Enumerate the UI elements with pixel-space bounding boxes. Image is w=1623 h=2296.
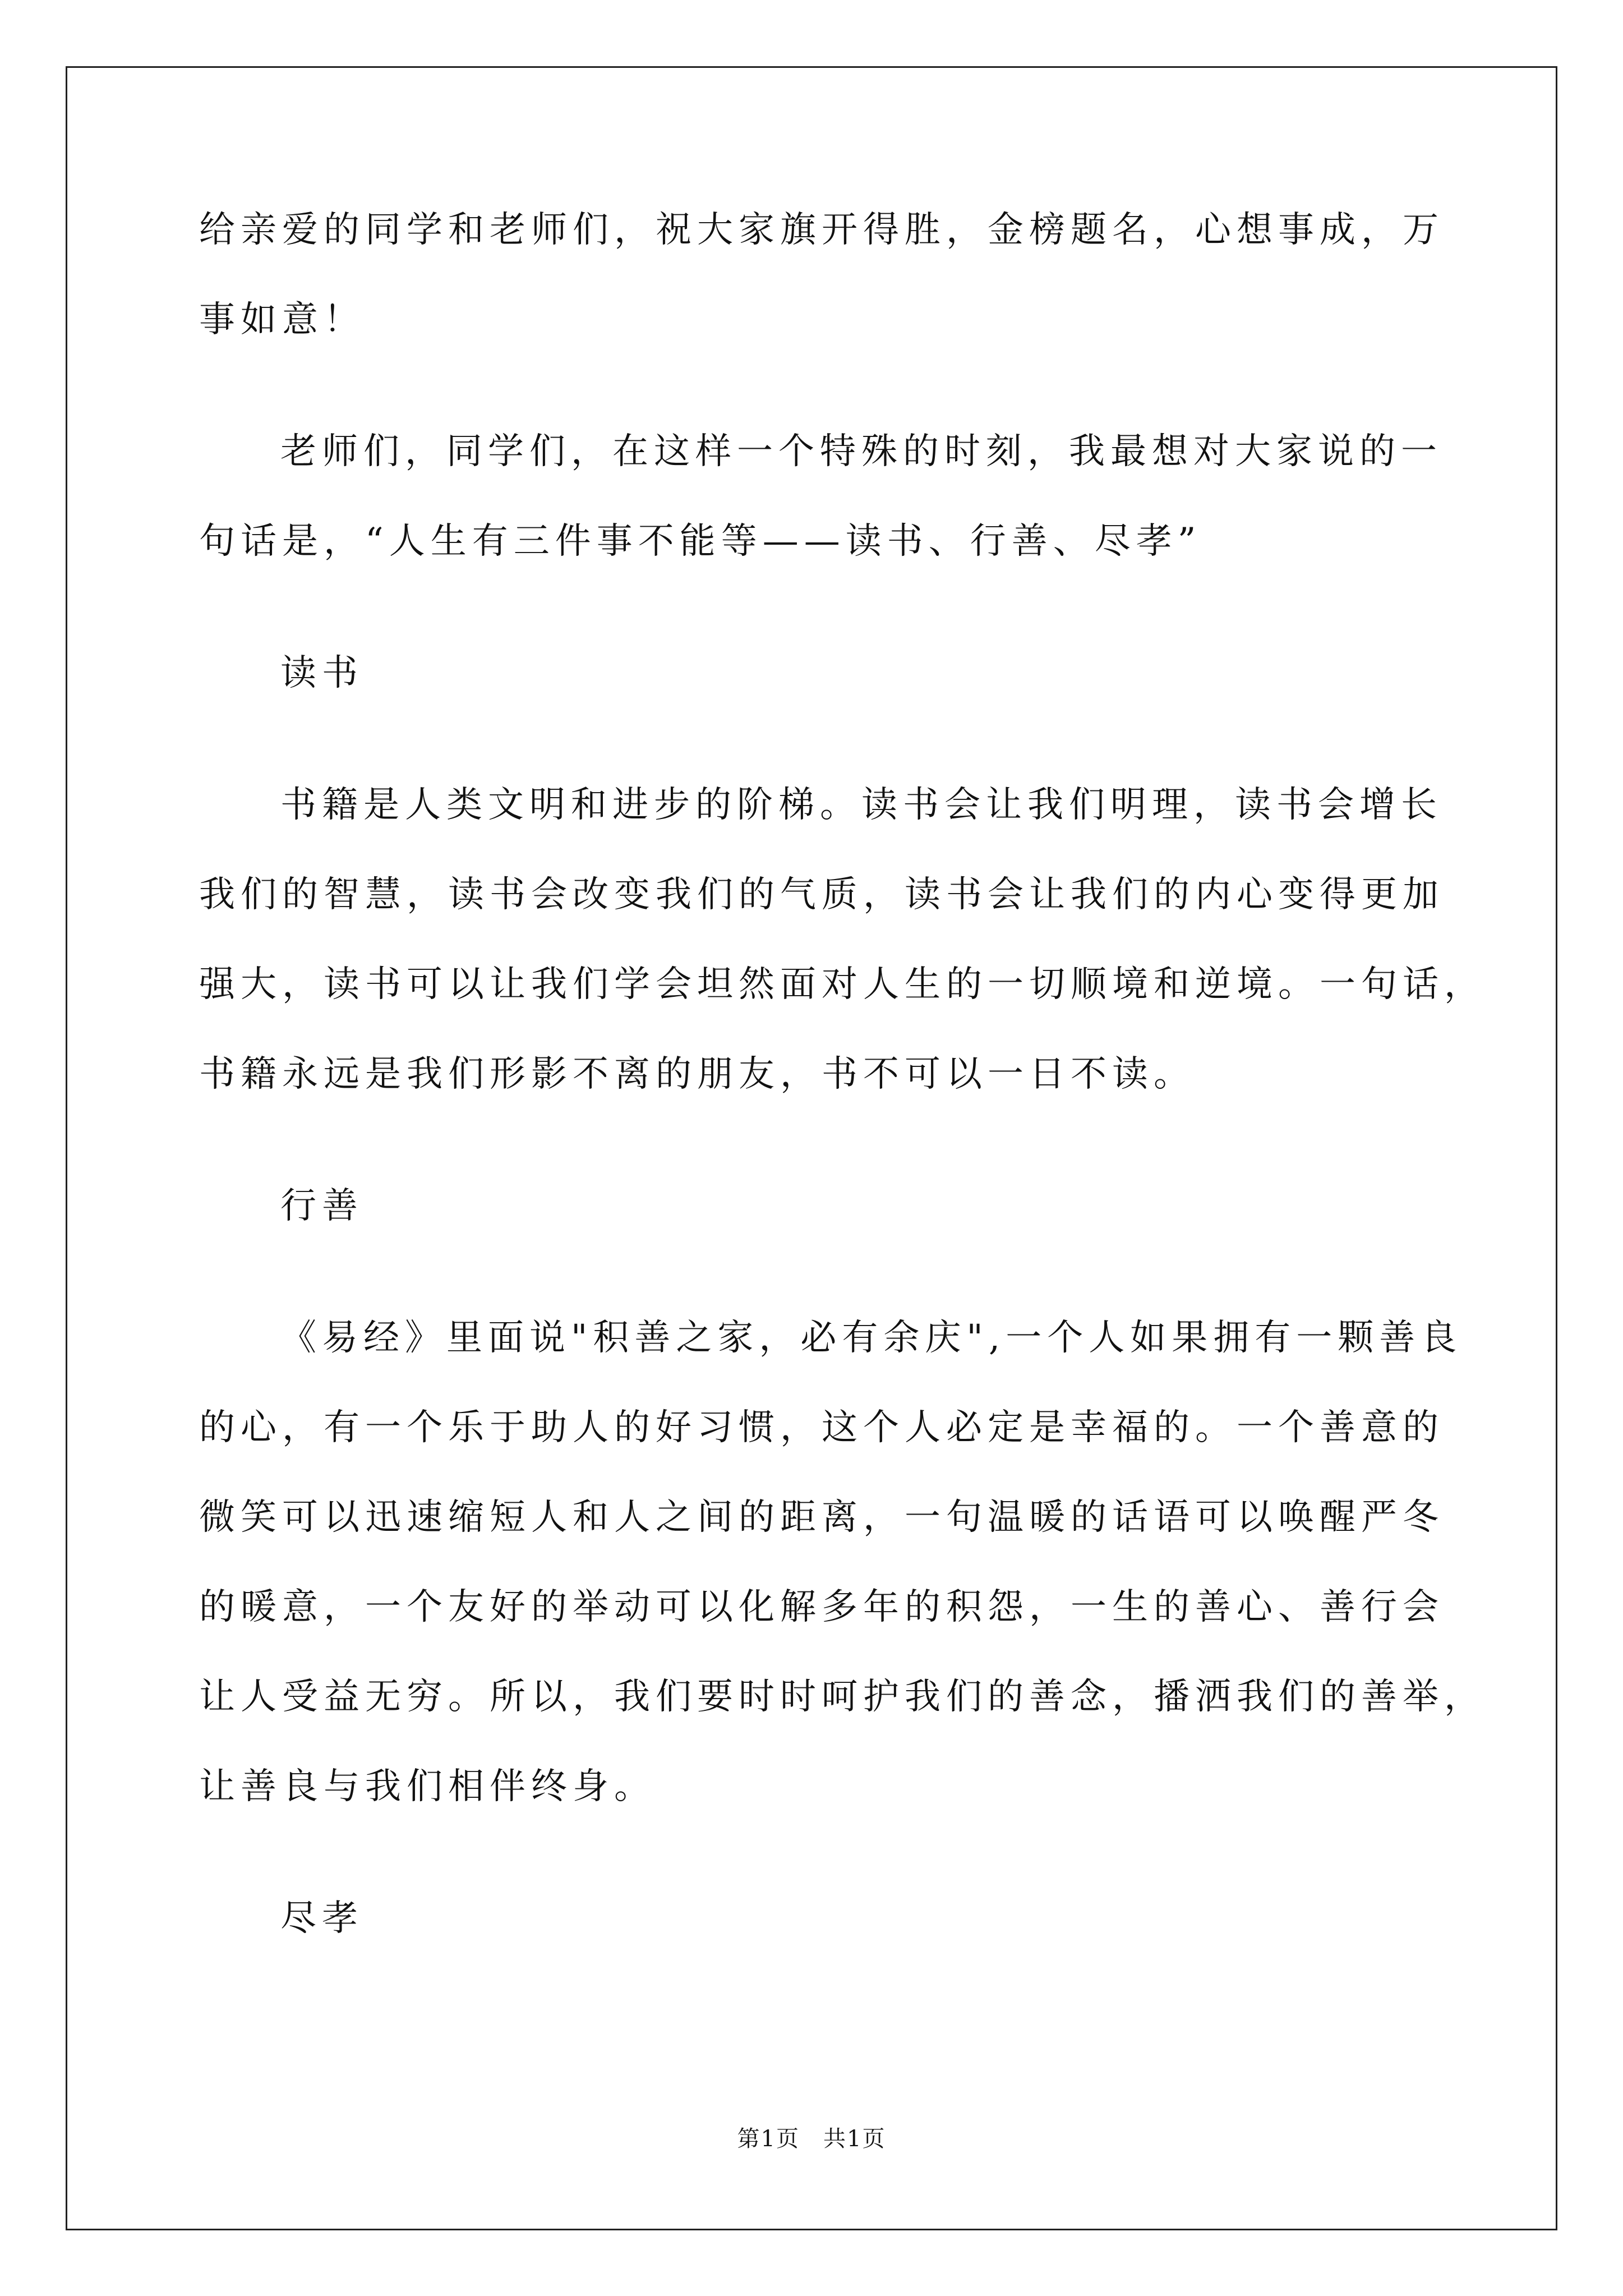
paragraph-line: 句话是，“人生有三件事不能等——读书、行善、尽孝” — [199, 521, 1202, 562]
paragraph-line: 事如意！ — [199, 299, 365, 341]
paragraph-line: 让善良与我们相伴终身。 — [199, 1766, 656, 1807]
page-footer: 第1页 共1页 — [737, 2126, 886, 2152]
section-heading-filial-piety: 尽孝 — [280, 1898, 363, 1939]
paragraph-line: 的心，有一个乐于助人的好习惯，这个人必定是幸福的。一个善意的 — [199, 1407, 1444, 1448]
paragraph-line: 让人受益无穷。所以，我们要时时呵护我们的善念，播洒我们的善举， — [199, 1676, 1486, 1718]
paragraph-line: 的暖意，一个友好的举动可以化解多年的积怨，一生的善心、善行会 — [199, 1586, 1444, 1628]
paragraph-line: 强大，读书可以让我们学会坦然面对人生的一切顺境和逆境。一句话， — [199, 964, 1486, 1005]
section-heading-reading: 读书 — [280, 652, 363, 694]
paragraph-line: 老师们，同学们，在这样一个特殊的时刻，我最想对大家说的一 — [280, 431, 1442, 472]
paragraph-line: 《易经》里面说"积善之家，必有余庆",一个人如果拥有一颗善良 — [280, 1317, 1463, 1359]
paragraph-line: 我们的智慧，读书会改变我们的气质，读书会让我们的内心变得更加 — [199, 874, 1444, 915]
paragraph-line: 微笑可以迅速缩短人和人之间的距离，一句温暖的话语可以唤醒严冬 — [199, 1497, 1444, 1538]
paragraph-line: 给亲爱的同学和老师们，祝大家旗开得胜，金榜题名，心想事成，万 — [199, 209, 1444, 251]
paragraph-line: 书籍永远是我们形影不离的朋友，书不可以一日不读。 — [199, 1053, 1195, 1095]
section-heading-kindness: 行善 — [280, 1185, 363, 1227]
paragraph-line: 书籍是人类文明和进步的阶梯。读书会让我们明理，读书会增长 — [280, 784, 1442, 826]
